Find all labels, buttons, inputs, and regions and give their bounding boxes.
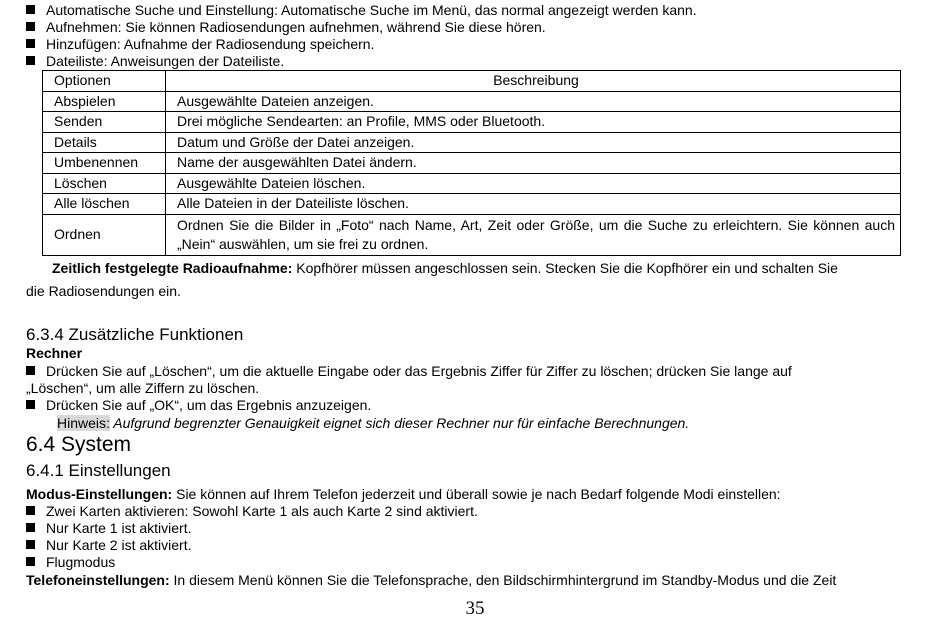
option-cell: Abspielen <box>43 91 166 112</box>
option-cell: Löschen <box>43 173 166 194</box>
description-cell: Ordnen Sie die Bilder in „Foto“ nach Name, Art, Zeit oder Größe, um die Suche zu erleichtern. Sie können auch „Nein“ auswählen, um sie frei zu ordnen. <box>166 214 901 255</box>
option-cell: Umbenennen <box>43 153 166 174</box>
file-options-table <box>42 70 901 256</box>
option-cell: Alle löschen <box>43 194 166 215</box>
note-label: Hinweis: <box>57 415 110 431</box>
calculator-subheading: Rechner <box>26 345 83 361</box>
list-item: Drücken Sie auf „OK“, um das Ergebnis anzuzeigen. <box>26 397 371 414</box>
section-heading-6-3-4: 6.3.4 Zusätzliche Funktionen <box>26 325 244 344</box>
list-item-cont: „Löschen“, um alle Ziffern zu löschen. <box>26 380 260 396</box>
square-bullet-icon <box>26 366 35 375</box>
square-bullet-icon <box>26 400 35 409</box>
description-cell: Ausgewählte Dateien anzeigen. <box>166 91 901 112</box>
table-row <box>43 132 901 153</box>
option-cell: Details <box>43 132 166 153</box>
table-row <box>43 173 901 194</box>
list-item: Zwei Karten aktivieren: Sowohl Karte 1 als auch Karte 2 sind aktiviert. <box>26 503 478 520</box>
timed-recording-paragraph: Zeitlich festgelegte Radioaufnahme: Kopfhörer müssen angeschlossen sein. Stecken Sie die Kopfhörer ein und schalten Sie <box>52 260 838 276</box>
square-bullet-icon <box>26 540 35 549</box>
list-item: Flugmodus <box>26 554 115 571</box>
timed-recording-label: Zeitlich festgelegte Radioaufnahme: <box>52 260 293 276</box>
table-row <box>43 112 901 133</box>
table-row <box>43 194 901 215</box>
table-header-row <box>43 71 901 92</box>
square-bullet-icon <box>26 506 35 515</box>
list-item: Aufnehmen: Sie können Radiosendungen aufnehmen, während Sie diese hören. <box>26 19 546 36</box>
timed-recording-paragraph-cont: die Radiosendungen ein. <box>26 283 181 299</box>
square-bullet-icon <box>26 39 35 48</box>
description-cell: Alle Dateien in der Dateiliste löschen. <box>166 194 901 215</box>
list-item: Drücken Sie auf „Löschen“, um die aktuelle Eingabe oder das Ergebnis Ziffer für Ziffer zu löschen; drücken Sie lange auf <box>26 363 910 380</box>
square-bullet-icon <box>26 557 35 566</box>
square-bullet-icon <box>26 56 35 65</box>
description-cell: Drei mögliche Sendearten: an Profile, MMS oder Bluetooth. <box>166 112 901 133</box>
page-number: 35 <box>465 598 485 619</box>
mode-settings-label: Modus-Einstellungen: <box>26 486 173 502</box>
column-header-description: Beschreibung <box>166 71 901 92</box>
table-row <box>43 153 901 174</box>
option-cell: Ordnen <box>43 214 166 255</box>
list-item: Nur Karte 1 ist aktiviert. <box>26 520 192 537</box>
mode-settings-paragraph: Modus-Einstellungen: Sie können auf Ihrem Telefon jederzeit und überall sowie je nach Bedarf folgende Modi einstellen: <box>26 486 781 502</box>
section-heading-6-4: 6.4 System <box>26 433 132 456</box>
table-row <box>43 214 901 255</box>
square-bullet-icon <box>26 22 35 31</box>
note-text: Aufgrund begrenzter Genauigkeit eignet sich dieser Rechner nur für einfache Berechnungen. <box>109 415 690 431</box>
list-item: Dateiliste: Anweisungen der Dateiliste. <box>26 53 284 70</box>
list-item: Nur Karte 2 ist aktiviert. <box>26 537 192 554</box>
column-header-options: Optionen <box>43 71 166 92</box>
square-bullet-icon <box>26 5 35 14</box>
description-cell: Name der ausgewählten Datei ändern. <box>166 153 901 174</box>
description-cell: Ausgewählte Dateien löschen. <box>166 173 901 194</box>
list-item: Hinzufügen: Aufnahme der Radiosendung speichern. <box>26 36 374 53</box>
table-row <box>43 91 901 112</box>
phone-settings-label: Telefoneinstellungen: <box>26 572 170 588</box>
section-heading-6-4-1: 6.4.1 Einstellungen <box>26 461 171 480</box>
phone-settings-paragraph: Telefoneinstellungen: In diesem Menü können Sie die Telefonsprache, den Bildschirmhintergrund im Standby-Modus und die Zeit <box>26 572 837 588</box>
option-cell: Senden <box>43 112 166 133</box>
square-bullet-icon <box>26 523 35 532</box>
description-cell: Datum und Größe der Datei anzeigen. <box>166 132 901 153</box>
list-item: Automatische Suche und Einstellung: Automatische Suche im Menü, das normal angezeigt werden kann. <box>26 2 697 19</box>
calculator-note <box>57 415 689 432</box>
